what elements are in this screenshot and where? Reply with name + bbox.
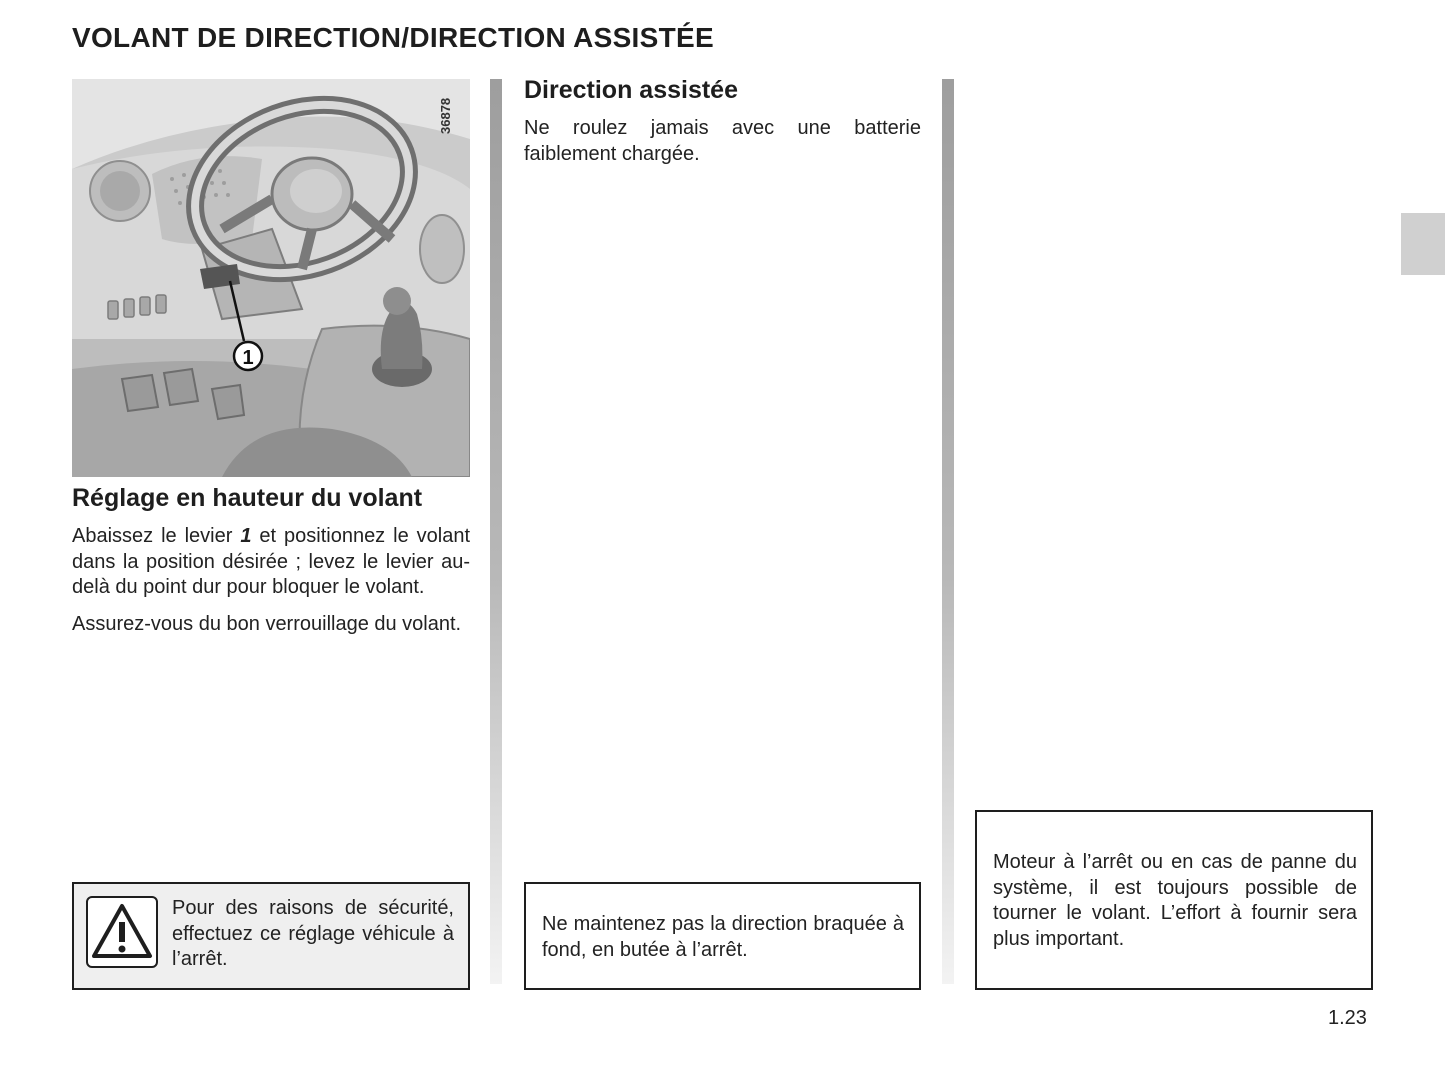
lever-reference: 1 xyxy=(240,525,252,547)
column-divider-right xyxy=(942,79,954,984)
safety-warning-box xyxy=(72,882,470,990)
safety-warning-text: Pour des raisons de sécurité, effectuez ce réglage véhicule à l’arrêt. xyxy=(172,897,454,970)
paragraph-height-adjustment xyxy=(72,524,470,601)
left-column-text xyxy=(72,524,470,648)
page-title: VOLANT DE DIRECTION/DIRECTION ASSISTÉE xyxy=(72,22,714,53)
section-heading-power-steering: Direction assistée xyxy=(524,76,738,104)
chapter-tab xyxy=(1401,213,1445,275)
steering-column-illustration xyxy=(72,79,470,477)
paragraph-text-end: et positionnez le volant dans la position désirée ; levez le levier au-delà du point dur pour bloquer le volant. xyxy=(72,525,470,598)
steering-note-text: Ne maintenez pas la direction braquée à fond, en butée à l’arrêt. xyxy=(542,913,904,961)
page-number: 1.23 xyxy=(1328,1007,1367,1029)
callout-label-1: 1 xyxy=(242,347,254,369)
engine-off-note-box xyxy=(975,810,1373,990)
paragraph-battery: Ne roulez jamais avec une batterie faiblement chargée. xyxy=(524,117,921,165)
warning-triangle-icon xyxy=(86,896,158,968)
section-heading-height-adjustment: Réglage en hauteur du volant xyxy=(72,484,423,512)
column-divider-left xyxy=(490,79,502,984)
figure-number: 36878 xyxy=(438,97,453,134)
engine-off-note-text: Moteur à l’arrêt ou en cas de panne du système, il est toujours possible de tourner le volant. L’effort à fournir sera plus important. xyxy=(993,851,1357,950)
paragraph-text-start: Abaissez le levier xyxy=(72,525,241,547)
paragraph-locking: Assurez-vous du bon verrouillage du volant. xyxy=(72,612,462,635)
steering-note-box xyxy=(524,882,921,990)
dashboard-drawing xyxy=(72,79,470,477)
middle-column-text xyxy=(524,116,921,178)
